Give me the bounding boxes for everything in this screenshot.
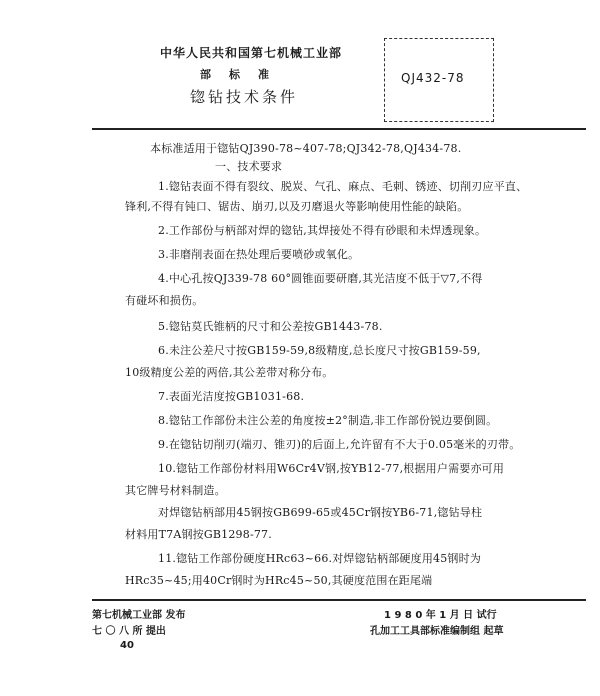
body-line: 有碰坏和损伤。	[125, 294, 204, 307]
issuer: 第七机械工业部 发布	[92, 610, 186, 621]
document-title: 锪钻技术条件	[190, 88, 299, 106]
body-line: 1.锪钻表面不得有裂纹、脱炭、气孔、麻点、毛刺、锈迹、切削刃应平直、	[158, 180, 528, 193]
body-line: 11.锪钻工作部份硬度HRc63~66.对焊锪钻柄部硬度用45钢时为	[158, 552, 482, 565]
drafting-committee: 孔加工工具部标准编制组 起草	[370, 626, 504, 637]
section-heading: 一、技术要求	[215, 160, 283, 173]
body-line: HRc35~45;用40Cr钢时为HRc45~50,其硬度范围在距尾端	[125, 574, 433, 587]
footer-divider	[92, 599, 586, 601]
body-line: 8.锪钻工作部份未注公差的角度按±2°制造,非工作部份锐边要倒圆。	[158, 414, 498, 427]
body-line: 3.非磨削表面在热处理后要喷砂或氧化。	[158, 248, 360, 261]
body-line: 本标准适用于锪钻QJ390-78~407-78;QJ342-78,QJ434-78.	[150, 142, 462, 155]
body-line: 6.未注公差尺寸按GB159-59,8级精度,总长度尺寸按GB159-59,	[158, 344, 481, 357]
body-line: 2.工作部份与柄部对焊的锪钻,其焊接处不得有砂眼和未焊透现象。	[158, 224, 487, 237]
standard-type	[200, 66, 287, 82]
body-line: 材料用T7A钢按GB1298-77.	[125, 528, 272, 541]
body-line: 10.锪钻工作部份材料用W6Cr4V钢,按YB12-77,根据用户需要亦可用	[158, 462, 505, 475]
trial-date: 1 9 8 0 年 1 月 日 试行	[384, 610, 497, 621]
organization-name: 中华人民共和国第七机械工业部	[160, 46, 343, 60]
body-line: 对焊锪钻柄部用45钢按GB699-65或45Cr钢按YB6-71,锪钻导柱	[158, 506, 483, 519]
body-line: 9.在锪钻切削刃(端刃、锥刃)的后面上,允许留有不大于0.05毫米的刃带。	[158, 438, 521, 451]
page-number: 40	[120, 640, 134, 651]
body-line: 10级精度公差的两倍,其公差带对称分布。	[125, 366, 334, 379]
header-divider	[92, 128, 586, 130]
standard-type-char: 标	[229, 68, 240, 81]
body-line: 7.表面光洁度按GB1031-68.	[158, 390, 305, 403]
proposer: 七 〇 八 所 提出	[92, 626, 166, 637]
standard-type-char: 准	[258, 68, 269, 81]
body-line: 其它牌号材料制造。	[125, 484, 226, 497]
standard-type-char: 部	[200, 68, 211, 81]
body-line: 4.中心孔按QJ339-78 60°圆锥面要研磨,其光洁度不低于▽7,不得	[158, 272, 483, 285]
standard-code-box	[384, 38, 494, 122]
standard-code: QJ432-78	[401, 71, 465, 85]
body-line: 锋利,不得有钝口、锯齿、崩刃,以及刃磨退火等影响使用性能的缺陷。	[125, 200, 469, 213]
body-line: 5.锪钻莫氏锥柄的尺寸和公差按GB1443-78.	[158, 320, 383, 333]
